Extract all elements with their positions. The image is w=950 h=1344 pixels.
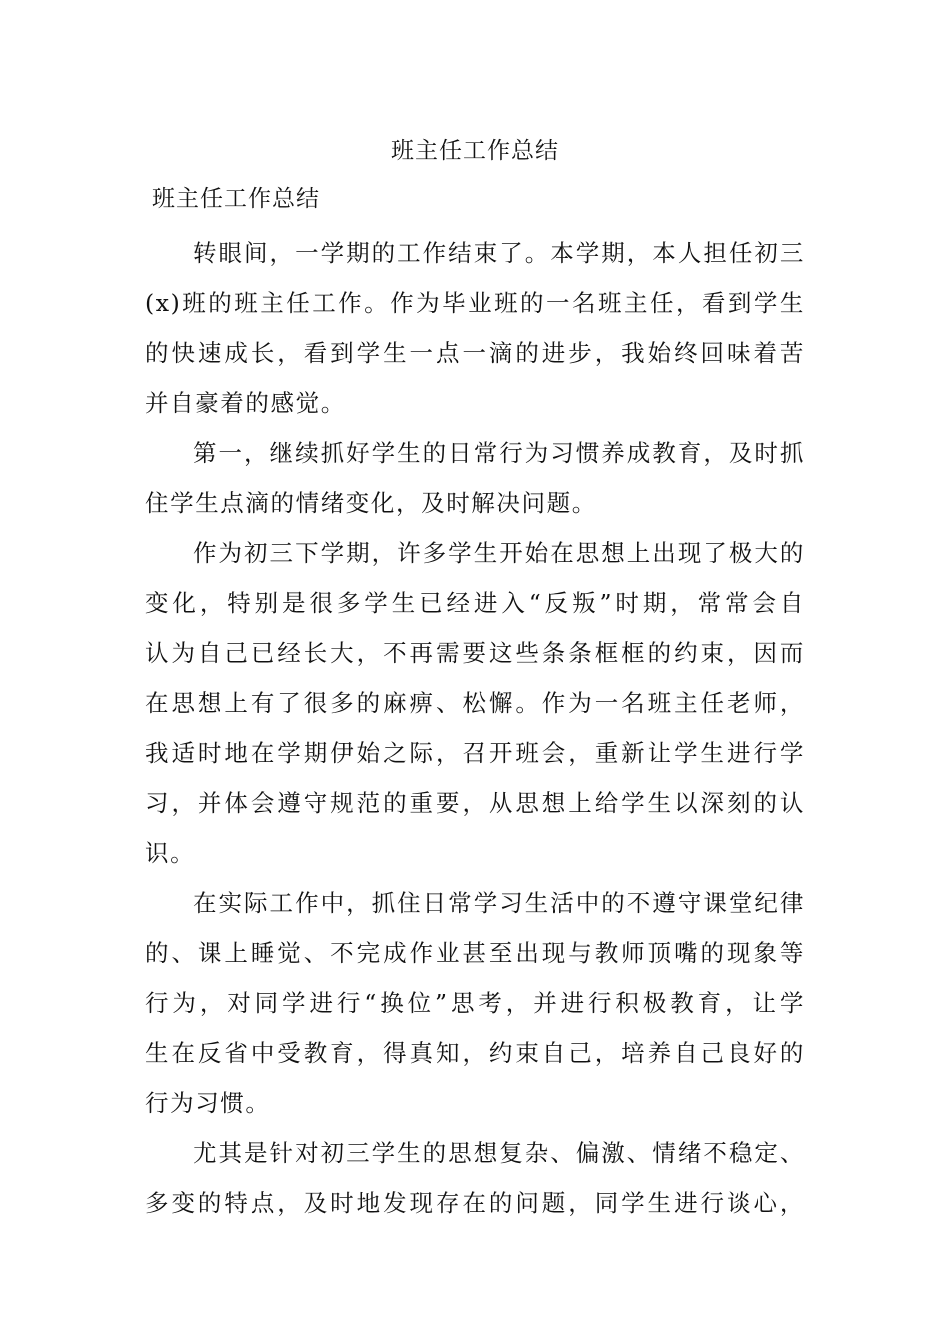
paragraph-line: 第一，继续抓好学生的日常行为习惯养成教育，及时抓 (193, 439, 805, 467)
paragraph-line: 作为初三下学期，许多学生开始在思想上出现了极大的 (193, 539, 805, 567)
paragraph-line: 的快速成长，看到学生一点一滴的进步，我始终回味着苦 (145, 339, 805, 367)
paragraph-line: (x)班的班主任工作。作为毕业班的一名班主任，看到学生 (145, 289, 805, 317)
paragraph-line: 在实际工作中，抓住日常学习生活中的不遵守课堂纪律 (193, 889, 805, 917)
paragraph (145, 428, 805, 528)
document-subtitle: 班主任工作总结 (152, 186, 320, 212)
paragraph-line: 识。 (145, 839, 196, 867)
paragraph-line: 转眼间，一学期的工作结束了。本学期，本人担任初三 (193, 239, 805, 267)
paragraph-line: 行为习惯。 (145, 1089, 271, 1117)
paragraph (145, 1128, 805, 1228)
paragraph (145, 228, 805, 428)
paragraph-line: 尤其是针对初三学生的思想复杂、偏激、情绪不稳定、 (193, 1139, 805, 1167)
paragraph-line: 在思想上有了很多的麻痹、松懈。作为一名班主任老师， (145, 689, 805, 717)
document-body (145, 228, 805, 1228)
paragraph (145, 878, 805, 1128)
paragraph-line: 行为，对同学进行“换位”思考，并进行积极教育，让学 (145, 989, 805, 1017)
paragraph-line: 生在反省中受教育，得真知，约束自己，培养自己良好的 (145, 1039, 805, 1067)
paragraph-line: 变化，特别是很多学生已经进入“反叛”时期，常常会自 (145, 589, 805, 617)
paragraph-line: 习，并体会遵守规范的重要，从思想上给学生以深刻的认 (145, 789, 805, 817)
paragraph-line: 并自豪着的感觉。 (145, 389, 346, 417)
paragraph-line: 多变的特点，及时地发现存在的问题，同学生进行谈心， (145, 1189, 805, 1217)
document-title: 班主任工作总结 (391, 138, 559, 164)
paragraph-line: 住学生点滴的情绪变化，及时解决问题。 (145, 489, 597, 517)
paragraph (145, 528, 805, 878)
paragraph-line: 的、课上睡觉、不完成作业甚至出现与教师顶嘴的现象等 (145, 939, 805, 967)
paragraph-line: 我适时地在学期伊始之际，召开班会，重新让学生进行学 (145, 739, 805, 767)
paragraph-line: 认为自己已经长大，不再需要这些条条框框的约束，因而 (145, 639, 805, 667)
